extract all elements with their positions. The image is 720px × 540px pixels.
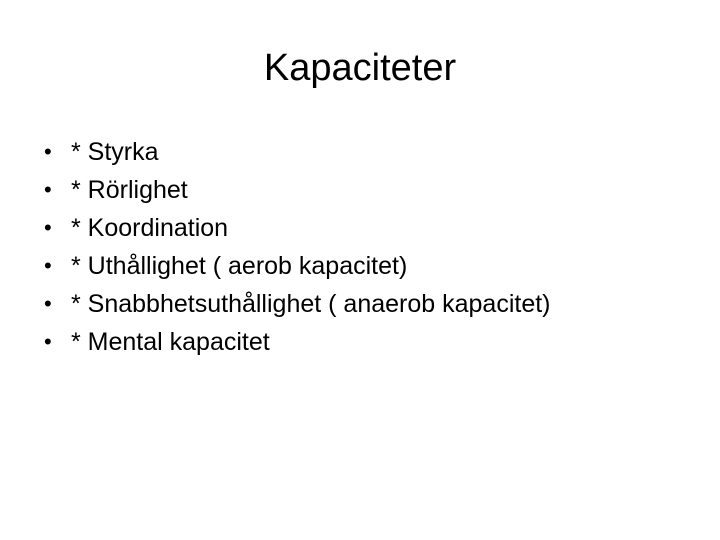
bullet-icon: • xyxy=(44,329,52,354)
bullet-icon: • xyxy=(44,139,52,164)
list-item-text: * Uthållighet ( aerob kapacitet) xyxy=(71,252,408,280)
bullet-icon: • xyxy=(44,291,52,316)
list-item-text: * Koordination xyxy=(71,214,229,242)
bullet-icon: • xyxy=(44,253,52,278)
bullet-icon: • xyxy=(44,177,52,202)
bullet-icon: • xyxy=(44,215,52,240)
list-item-text: * Styrka xyxy=(71,138,159,166)
list-item-text: * Rörlighet xyxy=(71,176,188,204)
list-item-text: * Mental kapacitet xyxy=(71,328,270,356)
slide-title: Kapaciteter xyxy=(263,47,457,89)
list-item-text: * Snabbhetsuthållighet ( anaerob kapacitet) xyxy=(71,290,551,318)
